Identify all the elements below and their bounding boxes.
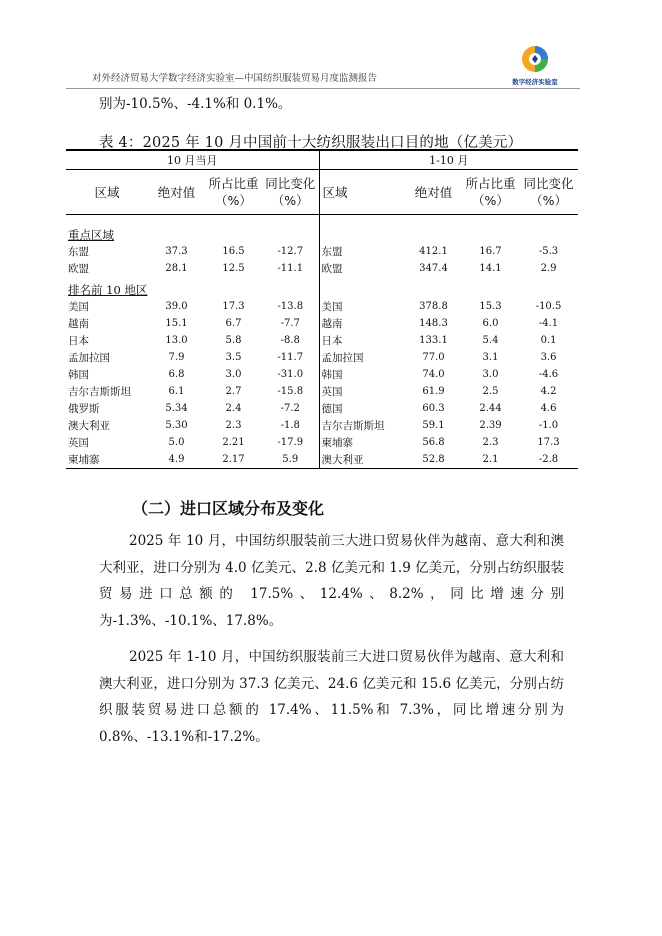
table-row bbox=[66, 366, 578, 383]
value-cell: 4.2 bbox=[540, 386, 557, 397]
value-cell: 56.8 bbox=[422, 437, 445, 448]
paragraph-1: 2025 年 10 月，中国纺织服装前三大进口贸易伙伴为越南、意大利和澳大利亚，进口分别为 4.0 亿美元、2.8 亿美元和 1.9 亿美元，分别占纺织服装贸易进口总额的 17.5%、12.4%、8.2%，同比增速分别为-1.3%、-10.1%、17.8%。 bbox=[99, 533, 564, 629]
value-cell: 16.5 bbox=[222, 246, 245, 257]
value-cell: 74.0 bbox=[422, 369, 445, 380]
region-cell: 美国 bbox=[319, 298, 405, 315]
table-row bbox=[66, 243, 578, 260]
value-cell: 2.17 bbox=[205, 451, 262, 469]
group-header-oct: 10 月当月 bbox=[66, 150, 319, 170]
value-cell: -31.0 bbox=[277, 369, 304, 380]
value-cell: 13.0 bbox=[165, 335, 188, 346]
value-cell: 39.0 bbox=[165, 301, 188, 312]
value-cell: 412.1 bbox=[419, 246, 448, 257]
export-destination-table bbox=[66, 149, 578, 469]
value-cell: -8.8 bbox=[280, 335, 300, 346]
col-abs: 绝对值 bbox=[157, 185, 196, 200]
region-cell: 英国 bbox=[319, 383, 405, 400]
value-cell: 60.3 bbox=[422, 403, 445, 414]
value-cell: 0.1 bbox=[540, 335, 557, 346]
value-cell: 15.1 bbox=[165, 318, 188, 329]
col-abs-ytd: 绝对值 bbox=[414, 185, 453, 200]
value-cell: 5.0 bbox=[168, 437, 185, 448]
table-row bbox=[66, 451, 578, 469]
value-cell: 2.3 bbox=[482, 437, 499, 448]
value-cell: 3.5 bbox=[225, 352, 242, 363]
value-cell: 2.21 bbox=[222, 437, 245, 448]
value-cell: 5.8 bbox=[225, 335, 242, 346]
value-cell: 52.8 bbox=[405, 451, 462, 469]
region-cell: 吉尔吉斯斯坦 bbox=[68, 386, 131, 398]
value-cell: 6.7 bbox=[225, 318, 242, 329]
table-row bbox=[66, 332, 578, 349]
value-cell: -10.5 bbox=[535, 301, 562, 312]
region-cell: 德国 bbox=[319, 400, 405, 417]
region-cell: 澳大利亚 bbox=[319, 451, 405, 469]
value-cell: 16.7 bbox=[479, 246, 502, 257]
value-cell: -17.9 bbox=[277, 437, 304, 448]
region-cell: 俄罗斯 bbox=[68, 403, 100, 415]
region-cell: 东盟 bbox=[68, 246, 89, 258]
value-cell: 6.8 bbox=[168, 369, 185, 380]
value-cell: 3.0 bbox=[482, 369, 499, 380]
value-cell: 5.34 bbox=[165, 403, 188, 414]
value-cell: 4.6 bbox=[540, 403, 557, 414]
value-cell: 347.4 bbox=[419, 263, 448, 274]
value-cell: 148.3 bbox=[419, 318, 448, 329]
value-cell: 17.3 bbox=[222, 301, 245, 312]
region-cell: 东盟 bbox=[319, 243, 405, 260]
table-row bbox=[66, 383, 578, 400]
value-cell: 2.7 bbox=[225, 386, 242, 397]
table-row bbox=[66, 400, 578, 417]
value-cell: 59.1 bbox=[422, 420, 445, 431]
table-row bbox=[66, 260, 578, 277]
col-region: 区域 bbox=[94, 185, 120, 200]
region-cell: 越南 bbox=[68, 318, 89, 330]
table-row bbox=[66, 349, 578, 366]
section-key-regions: 重点区域 bbox=[68, 228, 114, 242]
paragraph-2: 2025 年 1-10 月，中国纺织服装前三大进口贸易伙伴为越南、意大利和澳大利亚，进口分别为 37.3 亿美元、24.6 亿美元和 15.6 亿美元，分别占纺织服装贸易进口总额的 17.4%、11.5%和 7.3%，同比增速分别为 0.8%、-13.1%和-17.2%。 bbox=[99, 649, 564, 745]
value-cell: 2.39 bbox=[479, 420, 502, 431]
value-cell: 6.0 bbox=[482, 318, 499, 329]
value-cell: 378.8 bbox=[419, 301, 448, 312]
col-share: 所占比重 （%） bbox=[208, 176, 259, 208]
value-cell: 6.1 bbox=[168, 386, 185, 397]
value-cell: -11.1 bbox=[277, 263, 304, 274]
region-cell: 日本 bbox=[68, 335, 89, 347]
value-cell: 5.30 bbox=[165, 420, 188, 431]
region-cell: 越南 bbox=[319, 315, 405, 332]
value-cell: 4.9 bbox=[148, 451, 205, 469]
value-cell: 5.4 bbox=[482, 335, 499, 346]
region-cell: 吉尔吉斯斯坦 bbox=[319, 417, 405, 434]
value-cell: 61.9 bbox=[422, 386, 445, 397]
header-divider bbox=[66, 88, 580, 89]
value-cell: 7.9 bbox=[168, 352, 185, 363]
value-cell: -4.1 bbox=[538, 318, 559, 329]
value-cell: 3.6 bbox=[540, 352, 557, 363]
table-row bbox=[66, 417, 578, 434]
value-cell: 3.0 bbox=[225, 369, 242, 380]
value-cell: 2.4 bbox=[225, 403, 242, 414]
table-row bbox=[66, 315, 578, 332]
col-share-ytd: 所占比重 （%） bbox=[465, 176, 516, 208]
value-cell: 133.1 bbox=[419, 335, 448, 346]
col-yoy-ytd: 同比变化 （%） bbox=[523, 176, 574, 208]
value-cell: 77.0 bbox=[422, 352, 445, 363]
section-top10: 排名前 10 地区 bbox=[68, 283, 148, 297]
value-cell: 2.3 bbox=[225, 420, 242, 431]
region-cell: 韩国 bbox=[319, 366, 405, 383]
value-cell: -4.6 bbox=[538, 369, 559, 380]
value-cell: -7.7 bbox=[280, 318, 300, 329]
value-cell: -13.8 bbox=[277, 301, 304, 312]
value-cell: 3.1 bbox=[482, 352, 499, 363]
region-cell: 日本 bbox=[319, 332, 405, 349]
value-cell: -15.8 bbox=[277, 386, 304, 397]
section-title: （二）进口区域分布及变化 bbox=[132, 499, 325, 518]
value-cell: -7.2 bbox=[280, 403, 300, 414]
region-cell: 柬埔寨 bbox=[66, 451, 148, 469]
value-cell: -2.8 bbox=[519, 451, 578, 469]
region-cell: 柬埔寨 bbox=[319, 434, 405, 451]
value-cell: 17.3 bbox=[537, 437, 560, 448]
table-row bbox=[66, 434, 578, 451]
col-yoy: 同比变化 （%） bbox=[265, 176, 316, 208]
key-region-rows bbox=[66, 243, 578, 277]
value-cell: -11.7 bbox=[277, 352, 304, 363]
region-cell: 澳大利亚 bbox=[68, 420, 110, 432]
value-cell: 28.1 bbox=[165, 263, 188, 274]
value-cell: 2.44 bbox=[479, 403, 502, 414]
value-cell: 2.9 bbox=[540, 263, 557, 274]
value-cell: 15.3 bbox=[479, 301, 502, 312]
region-cell: 孟加拉国 bbox=[319, 349, 405, 366]
value-cell: 37.3 bbox=[165, 246, 188, 257]
top10-rows bbox=[66, 298, 578, 469]
intro-line: 别为-10.5%、-4.1%和 0.1%。 bbox=[99, 96, 292, 112]
region-cell: 韩国 bbox=[68, 369, 89, 381]
value-cell: -12.7 bbox=[277, 246, 304, 257]
value-cell: 5.9 bbox=[262, 451, 319, 469]
value-cell: 2.1 bbox=[462, 451, 519, 469]
value-cell: -5.3 bbox=[538, 246, 559, 257]
value-cell: 14.1 bbox=[479, 263, 502, 274]
region-cell: 欧盟 bbox=[319, 260, 405, 277]
logo-text: 数字经济实验室 bbox=[512, 78, 558, 86]
region-cell: 欧盟 bbox=[68, 263, 89, 275]
value-cell: 12.5 bbox=[222, 263, 245, 274]
region-cell: 英国 bbox=[68, 437, 89, 449]
col-region-ytd: 区域 bbox=[319, 170, 405, 215]
value-cell: -1.0 bbox=[538, 420, 559, 431]
region-cell: 孟加拉国 bbox=[68, 352, 110, 364]
region-cell: 美国 bbox=[68, 301, 89, 313]
table-caption: 表 4：2025 年 10 月中国前十大纺织服装出口目的地（亿美元） bbox=[99, 135, 523, 151]
group-header-jan-oct: 1-10 月 bbox=[319, 150, 578, 170]
value-cell: -1.8 bbox=[280, 420, 300, 431]
header-text: 对外经济贸易大学数字经济实验室—中国纺织服装贸易月度监测报告 bbox=[92, 73, 378, 84]
value-cell: 2.5 bbox=[482, 386, 499, 397]
page-header bbox=[66, 62, 582, 86]
table-row bbox=[66, 298, 578, 315]
